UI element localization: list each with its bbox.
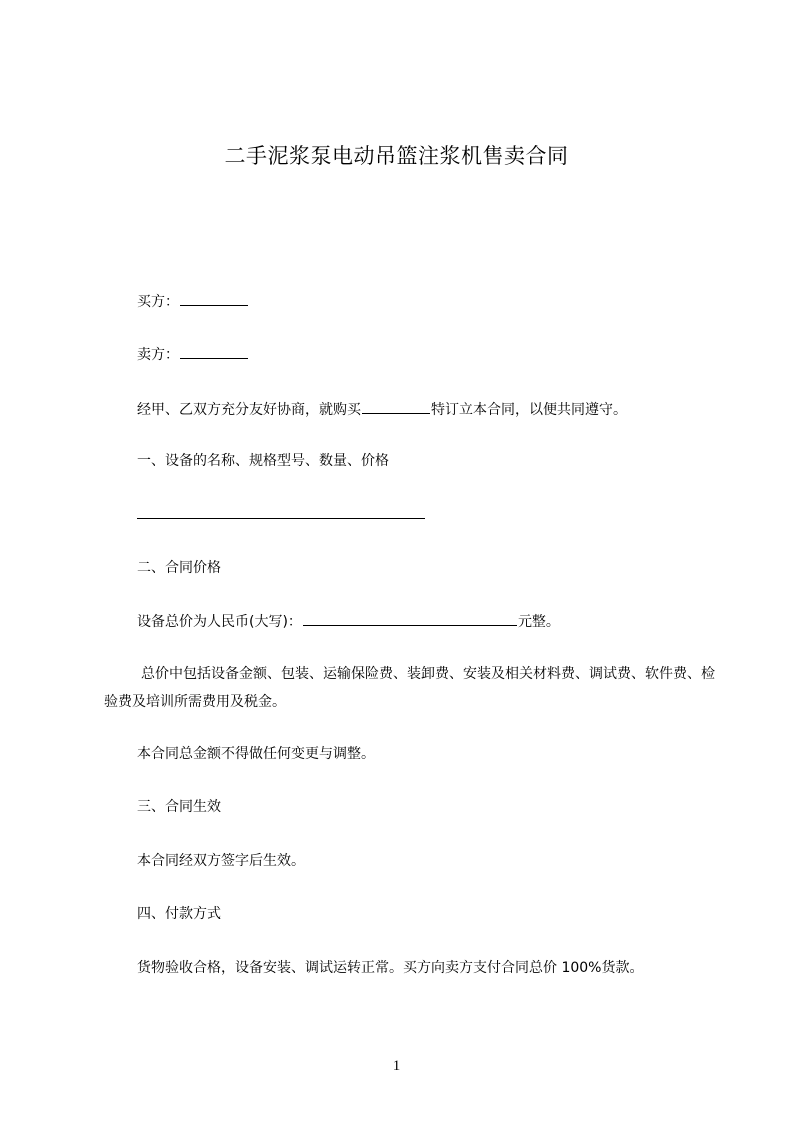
- intro-text-after: 特订立本合同，以便共同遵守。: [431, 402, 627, 418]
- section4-heading: 四、付款方式: [137, 906, 221, 922]
- total-price-blank[interactable]: [303, 611, 517, 626]
- section2-heading: 二、合同价格: [137, 560, 221, 576]
- effective-clause: 本合同经双方签字后生效。: [137, 853, 305, 869]
- seller-label: 卖方：: [137, 347, 179, 363]
- equipment-details-blank[interactable]: [137, 518, 425, 519]
- page-number: 1: [392, 1058, 401, 1074]
- payment-clause: 货物验收合格，设备安装、调试运转正常。买方向卖方支付合同总价 100%货款。: [137, 960, 644, 976]
- total-price-suffix: 元整。: [517, 614, 560, 630]
- total-price-line: [137, 611, 560, 632]
- section1-heading: 一、设备的名称、规格型号、数量、价格: [137, 453, 389, 469]
- seller-line: [137, 344, 249, 365]
- total-price-label: 设备总价为人民币(大写)：: [137, 614, 302, 630]
- section3-heading: 三、合同生效: [137, 799, 221, 815]
- price-includes-paragraph: 总价中包括设备金额、包装、运输保险费、装卸费、安装及相关材料费、调试费、软件费、检验费及培训所需费用及税金。: [104, 666, 715, 710]
- buyer-label: 买方：: [137, 294, 179, 310]
- document-title: 二手泥浆泵电动吊篮注浆机售卖合同: [224, 144, 569, 168]
- seller-blank[interactable]: [180, 344, 248, 359]
- no-change-clause: 本合同总金额不得做任何变更与调整。: [137, 746, 375, 762]
- purchase-item-blank[interactable]: [362, 399, 430, 414]
- intro-line: [137, 399, 627, 420]
- buyer-blank[interactable]: [180, 291, 248, 306]
- buyer-line: [137, 291, 249, 312]
- intro-text-before: 经甲、乙双方充分友好协商，就购买: [137, 402, 361, 418]
